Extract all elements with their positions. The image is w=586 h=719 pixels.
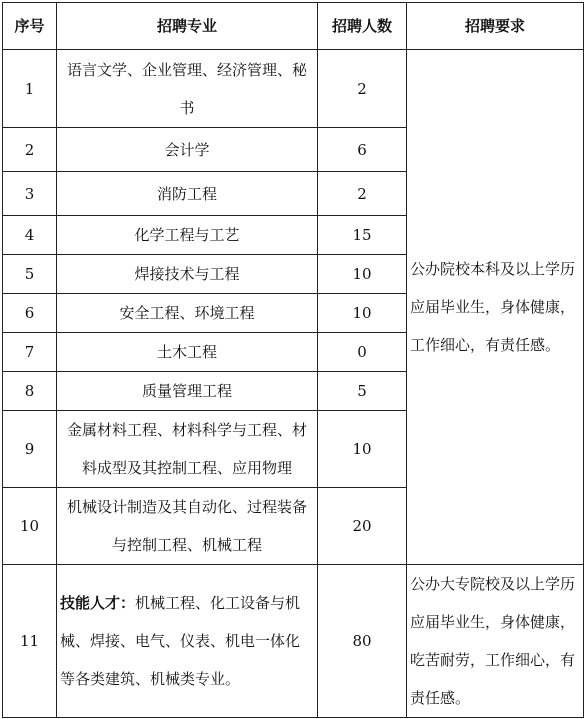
row-index: 4: [3, 216, 57, 255]
table-row: [3, 565, 584, 718]
requirement-group-1: 公办院校本科及以上学历应届毕业生，身体健康，工作细心，有责任感。: [407, 50, 584, 565]
header-row: [3, 3, 584, 50]
row-count: 80: [318, 565, 407, 718]
row-index: 9: [3, 411, 57, 488]
row-major: 机械设计制造及其自动化、过程装备与控制工程、机械工程: [57, 488, 318, 565]
row-index: 6: [3, 294, 57, 333]
requirement-group-2: 公办大专院校及以上学历应届毕业生，身体健康，吃苦耐劳，工作细心，有责任感。: [407, 565, 584, 718]
row-index: 3: [3, 172, 57, 216]
row-major: 化学工程与工艺: [57, 216, 318, 255]
row-count: 10: [318, 411, 407, 488]
header-requirement: 招聘要求: [407, 3, 584, 50]
recruitment-table: [2, 2, 584, 718]
row-index: 5: [3, 255, 57, 294]
header-index: 序号: [3, 3, 57, 50]
row-count: 20: [318, 488, 407, 565]
row-count: 0: [318, 333, 407, 372]
row-major: [57, 565, 318, 718]
skill-talent-label: 技能人才：: [60, 594, 136, 612]
table-row: [3, 50, 584, 128]
row-major: 金属材料工程、材料科学与工程、材料成型及其控制工程、应用物理: [57, 411, 318, 488]
row-index: 11: [3, 565, 57, 718]
row-major: 质量管理工程: [57, 372, 318, 411]
row-index: 2: [3, 128, 57, 172]
row-major: 安全工程、环境工程: [57, 294, 318, 333]
row-index: 10: [3, 488, 57, 565]
row-major: 土木工程: [57, 333, 318, 372]
header-major: 招聘专业: [57, 3, 318, 50]
row-major: 消防工程: [57, 172, 318, 216]
row-major: 语言文学、企业管理、经济管理、秘书: [57, 50, 318, 128]
header-count: 招聘人数: [318, 3, 407, 50]
row-index: 1: [3, 50, 57, 128]
row-index: 7: [3, 333, 57, 372]
row-count: 2: [318, 172, 407, 216]
row-major: 会计学: [57, 128, 318, 172]
row-count: 10: [318, 294, 407, 333]
row-count: 6: [318, 128, 407, 172]
row-count: 5: [318, 372, 407, 411]
row-index: 8: [3, 372, 57, 411]
row-count: 2: [318, 50, 407, 128]
row-count: 10: [318, 255, 407, 294]
row-major: 焊接技术与工程: [57, 255, 318, 294]
row-count: 15: [318, 216, 407, 255]
skill-talent-majors: 机械工程、化工设备与机械、焊接、电气、仪表、机电一体化等各类建筑、机械类专业。: [60, 594, 301, 688]
